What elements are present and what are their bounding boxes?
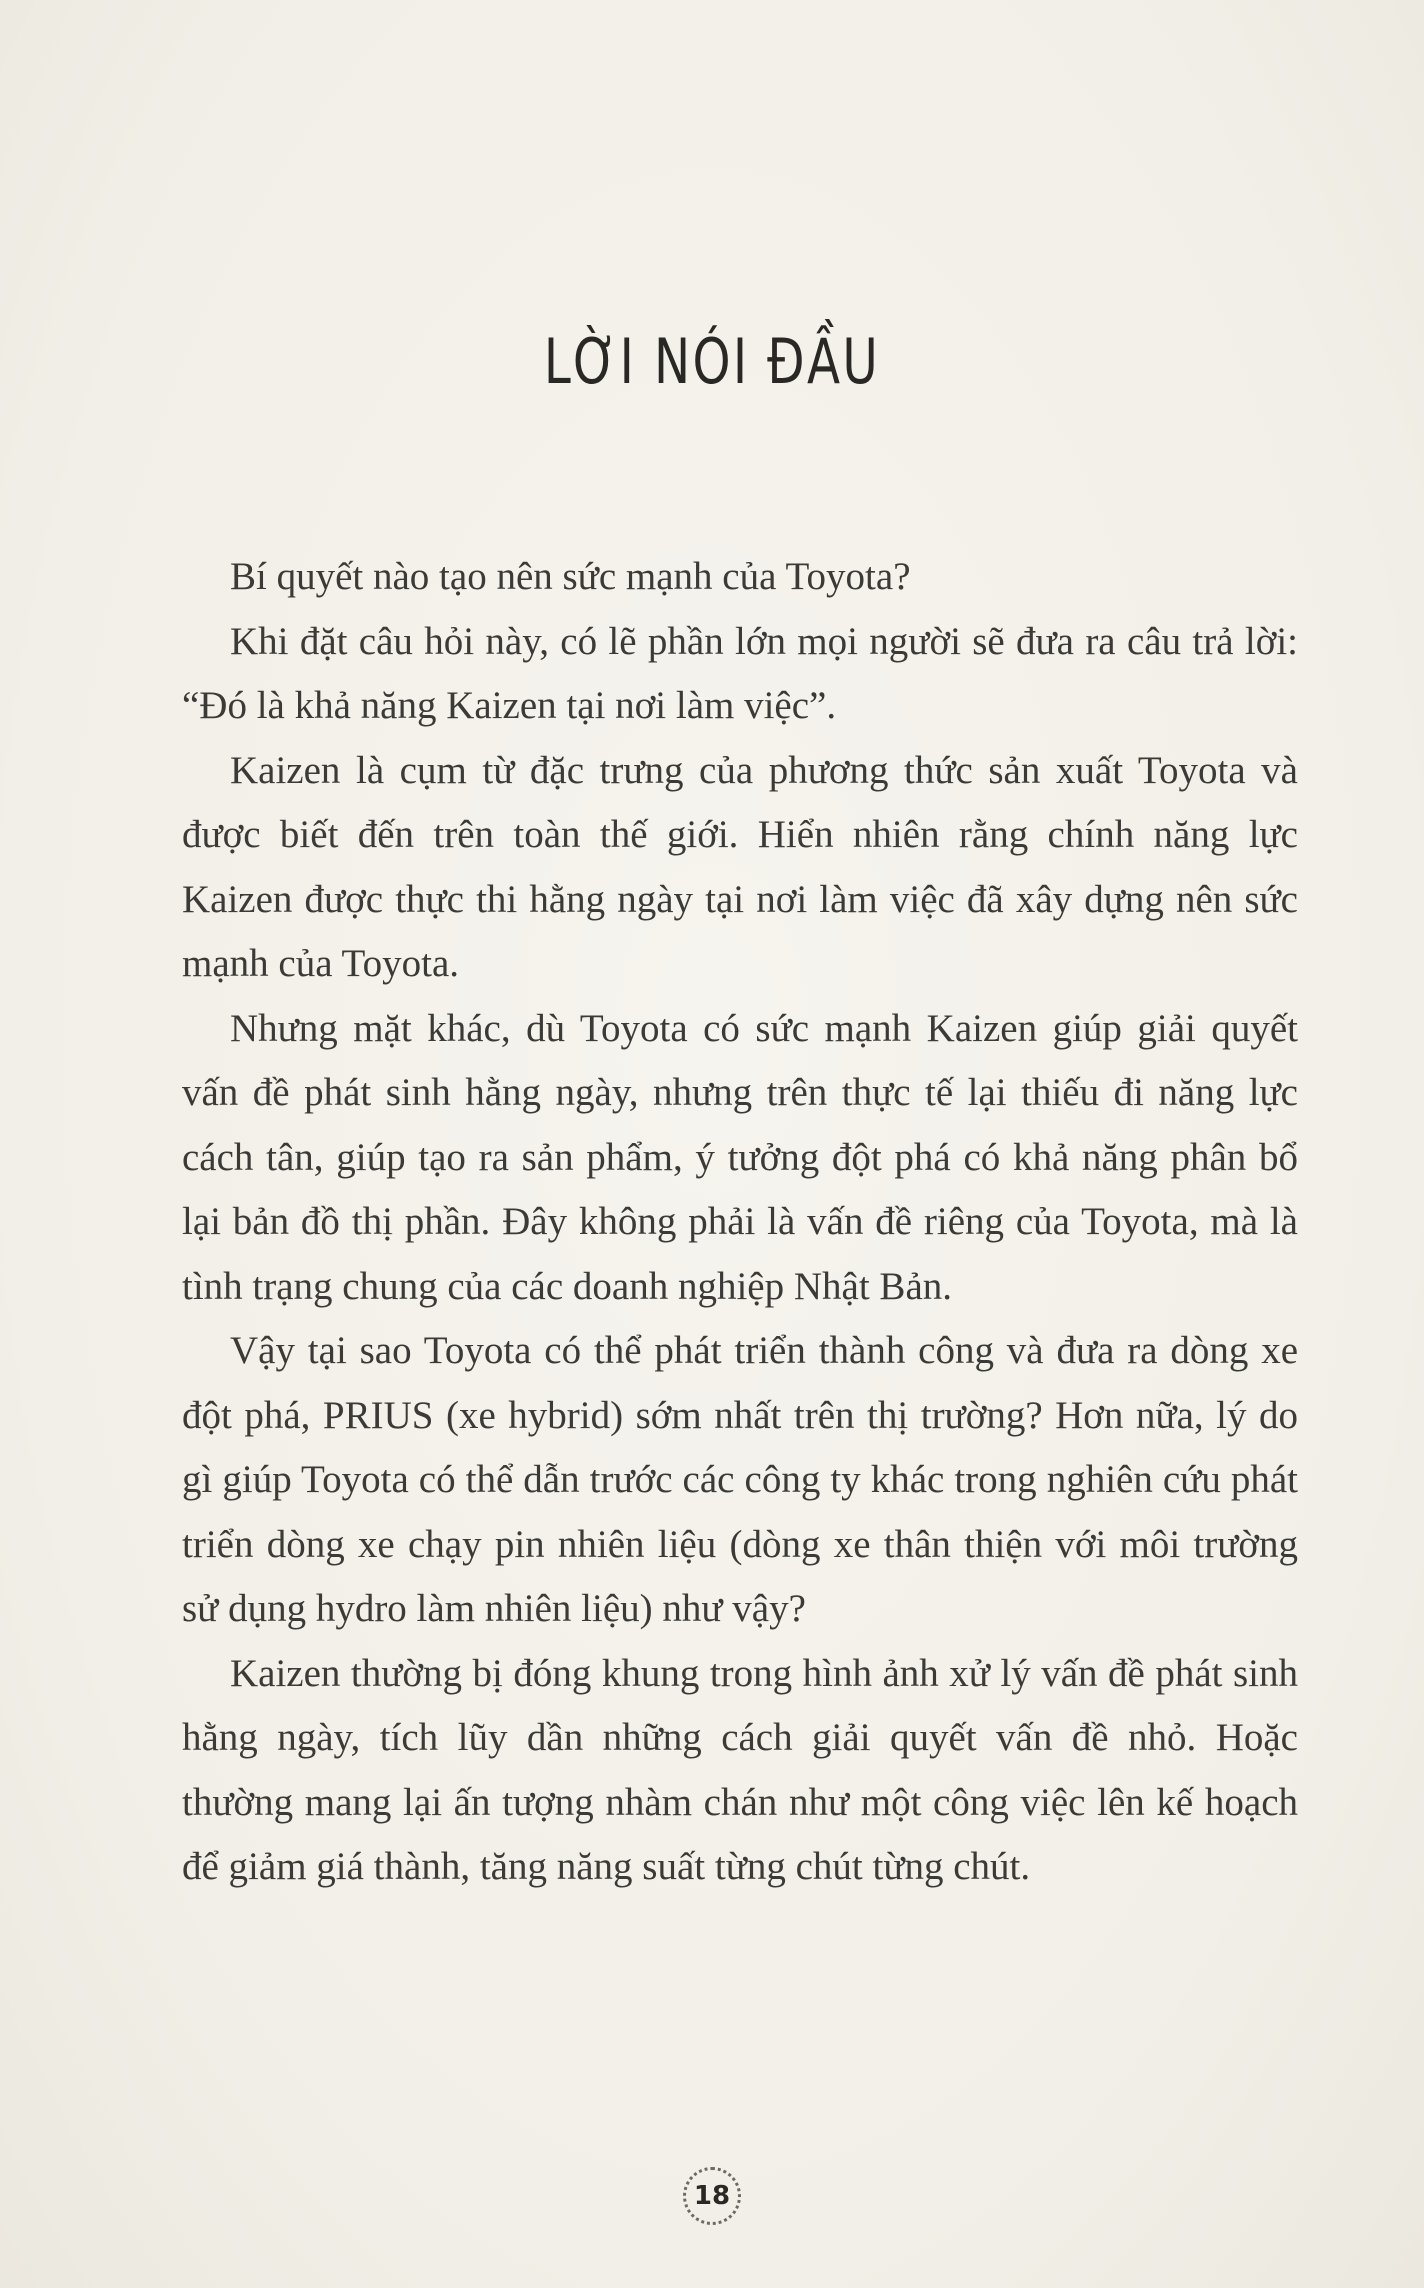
paragraph: Nhưng mặt khác, dù Toyota có sức mạnh Kaizen giúp giải quyết vấn đề phát sinh hằng ngày, nhưng trên thực tế lại thiếu đi năng lực cách tân, giúp tạo ra sản phẩm, ý tưởng đột phá có khả năng phân bổ lại bản đồ thị phần. Đây không phải là vấn đề riêng của Toyota, mà là tình trạng chung của các doanh nghiệp Nhật Bản. (182, 1006, 1298, 1308)
chapter-heading: LỜI NÓI ĐẦU (543, 325, 881, 398)
body-text (182, 545, 1298, 1900)
paragraph: Kaizen thường bị đóng khung trong hình ảnh xử lý vấn đề phát sinh hằng ngày, tích lũy dần những cách giải quyết vấn đề nhỏ. Hoặc thường mang lại ấn tượng nhàm chán như một công việc lên kế hoạch để giảm giá thành, tăng năng suất từng chút từng chút. (182, 1651, 1298, 1888)
paragraph: Kaizen là cụm từ đặc trưng của phương thức sản xuất Toyota và được biết đến trên toàn thế giới. Hiển nhiên rằng chính năng lực Kaizen được thực thi hằng ngày tại nơi làm việc đã xây dựng nên sức mạnh của Toyota. (182, 748, 1298, 985)
page-number: 18 (683, 2167, 741, 2225)
paragraph: Bí quyết nào tạo nên sức mạnh của Toyota? (230, 555, 911, 598)
paragraph: Khi đặt câu hỏi này, có lẽ phần lớn mọi người sẽ đưa ra câu trả lời: “Đó là khả năng Kaizen tại nơi làm việc”. (182, 619, 1298, 727)
paragraph: Vậy tại sao Toyota có thể phát triển thành công và đưa ra dòng xe đột phá, PRIUS (xe hybrid) sớm nhất trên thị trường? Hơn nữa, lý do gì giúp Toyota có thể dẫn trước các công ty khác trong nghiên cứu phát triển dòng xe chạy pin nhiên liệu (dòng xe thân thiện với môi trường sử dụng hydro làm nhiên liệu) như vậy? (182, 1329, 1298, 1630)
